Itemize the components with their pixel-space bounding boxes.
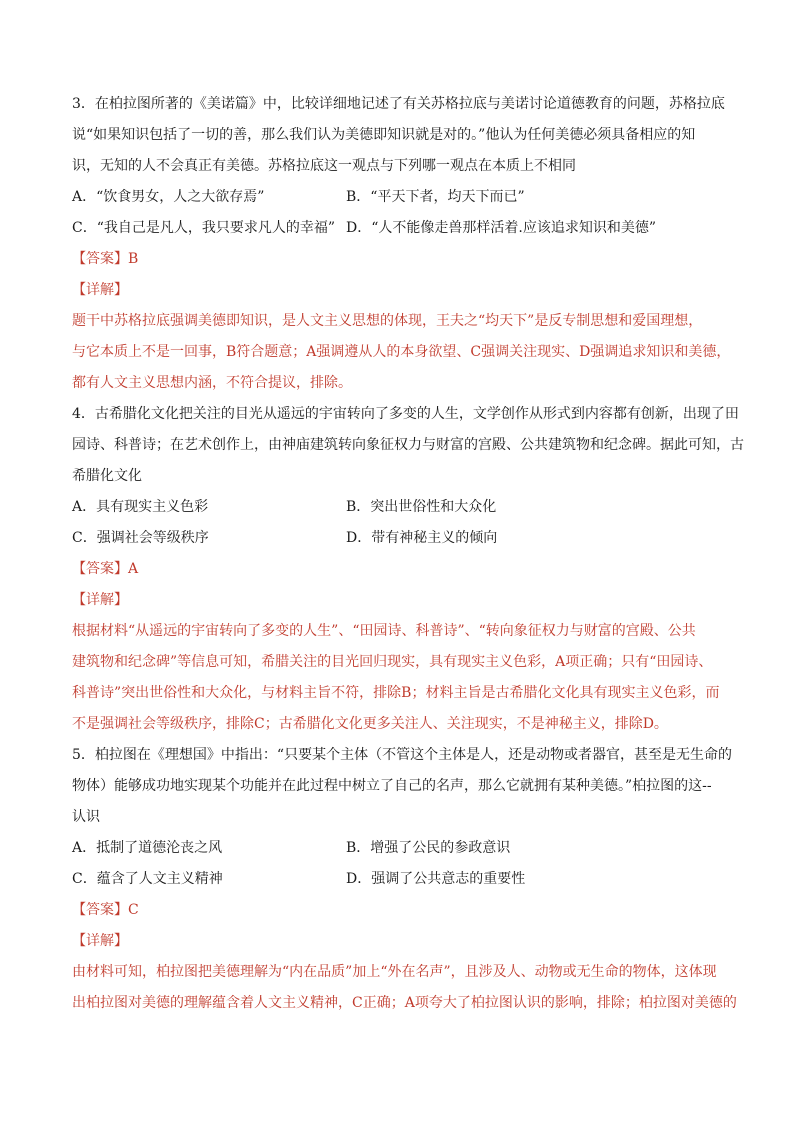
question-3	[72, 94, 732, 404]
question-text-line: 物体）能够成功地实现某个功能并在此过程中树立了自己的名声，那么它就拥有某种美德。”柏拉图的这--	[72, 778, 712, 794]
answer-label: 【答案】A	[72, 561, 139, 577]
question-4	[72, 404, 744, 745]
explanation-line: 都有人文主义思想内涵，不符合提议，排除。	[72, 375, 352, 391]
explanation-line: 与它本质上不是一回事，B符合题意；A强调遵从人的本身欲望、C强调关注现实、D强调追求知识和美德，	[72, 344, 731, 360]
question-text-line: 认识	[72, 809, 100, 825]
question-text-line: 希腊化文化	[72, 468, 142, 484]
option-c: C．强调社会等级秩序	[72, 530, 209, 546]
explanation-line: 建筑物和纪念碑”等信息可知，希腊关注的目光回归现实，具有现实主义色彩，A项正确；只有“田园诗、	[72, 654, 713, 670]
question-text-line: 识，无知的人不会真正有美德。苏格拉底这一观点与下列哪一观点在本质上不相同	[72, 158, 576, 174]
option-d: D．“人不能像走兽那样活着.应该追求知识和美德”	[346, 220, 656, 236]
option-c: C．“我自己是凡人，我只要求凡人的幸福”	[72, 220, 336, 236]
option-a: A．具有现实主义色彩	[72, 499, 209, 515]
detail-label: 【详解】	[72, 592, 128, 608]
explanation-line: 根据材料“从遥远的宇宙转向了多变的人生”、“田园诗、科普诗”、“转向象征权力与财富的宫殿、公共	[72, 623, 696, 639]
option-d: D．强调了公共意志的重要性	[346, 871, 526, 887]
option-b: B．突出世俗性和大众化	[346, 499, 497, 515]
explanation-line: 科普诗”突出世俗性和大众化，与材料主旨不符，排除B；材料主旨是古希腊化文化具有现实主义色彩，而	[72, 685, 720, 701]
question-text-line: 园诗、科普诗；在艺术创作上，由神庙建筑转向象征权力与财富的宫殿、公共建筑物和纪念碑。据此可知，古	[72, 437, 744, 453]
detail-label: 【详解】	[72, 282, 128, 298]
option-d: D．带有神秘主义的倾向	[346, 530, 498, 546]
option-a: A．“饮食男女，人之大欲存焉”	[72, 189, 265, 205]
explanation-line: 题干中苏格拉底强调美德即知识，是人文主义思想的体现，王夫之“均天下”是反专制思想和爱国理想，	[72, 313, 703, 329]
explanation-line: 不是强调社会等级秩序，排除C；古希腊化文化更多关注人、关注现实，不是神秘主义，排除D。	[72, 716, 668, 732]
explanation-line: 出柏拉图对美德的理解蕴含着人文主义精神，C正确；A项夸大了柏拉图认识的影响，排除；柏拉图对美德的	[72, 995, 737, 1011]
option-b: B．“平天下者，均天下而已”	[346, 189, 525, 205]
question-5	[72, 745, 737, 1024]
explanation-line: 由材料可知，柏拉图把美德理解为“内在品质”加上“外在名声”，且涉及人、动物或无生命的物体，这体现	[72, 964, 717, 980]
options-row	[72, 838, 732, 869]
answer-label: 【答案】B	[72, 251, 139, 267]
options-row	[72, 869, 732, 900]
options-row	[72, 528, 732, 559]
option-c: C．蕴含了人文主义精神	[72, 871, 223, 887]
question-text-line: 说“如果知识包括了一切的善，那么我们认为美德即知识就是对的。”他认为任何美德必须具备相应的知	[72, 127, 696, 143]
options-row	[72, 187, 732, 218]
option-a: A．抵制了道德沦丧之风	[72, 840, 223, 856]
detail-label: 【详解】	[72, 933, 128, 949]
option-b: B．增强了公民的参政意识	[346, 840, 511, 856]
document-page	[72, 94, 744, 1024]
options-row	[72, 497, 732, 528]
options-row	[72, 218, 732, 249]
question-text-line: 3．在柏拉图所著的《美诺篇》中，比较详细地记述了有关苏格拉底与美诺讨论道德教育的问题，苏格拉底	[72, 96, 725, 112]
question-text-line: 5．柏拉图在《理想国》中指出：“只要某个主体（不管这个主体是人，还是动物或者器官，甚至是无生命的	[72, 747, 733, 763]
answer-label: 【答案】C	[72, 902, 139, 918]
question-text-line: 4．古希腊化文化把关注的目光从遥远的宇宙转向了多变的人生，文学创作从形式到内容都有创新，出现了田	[72, 406, 739, 422]
